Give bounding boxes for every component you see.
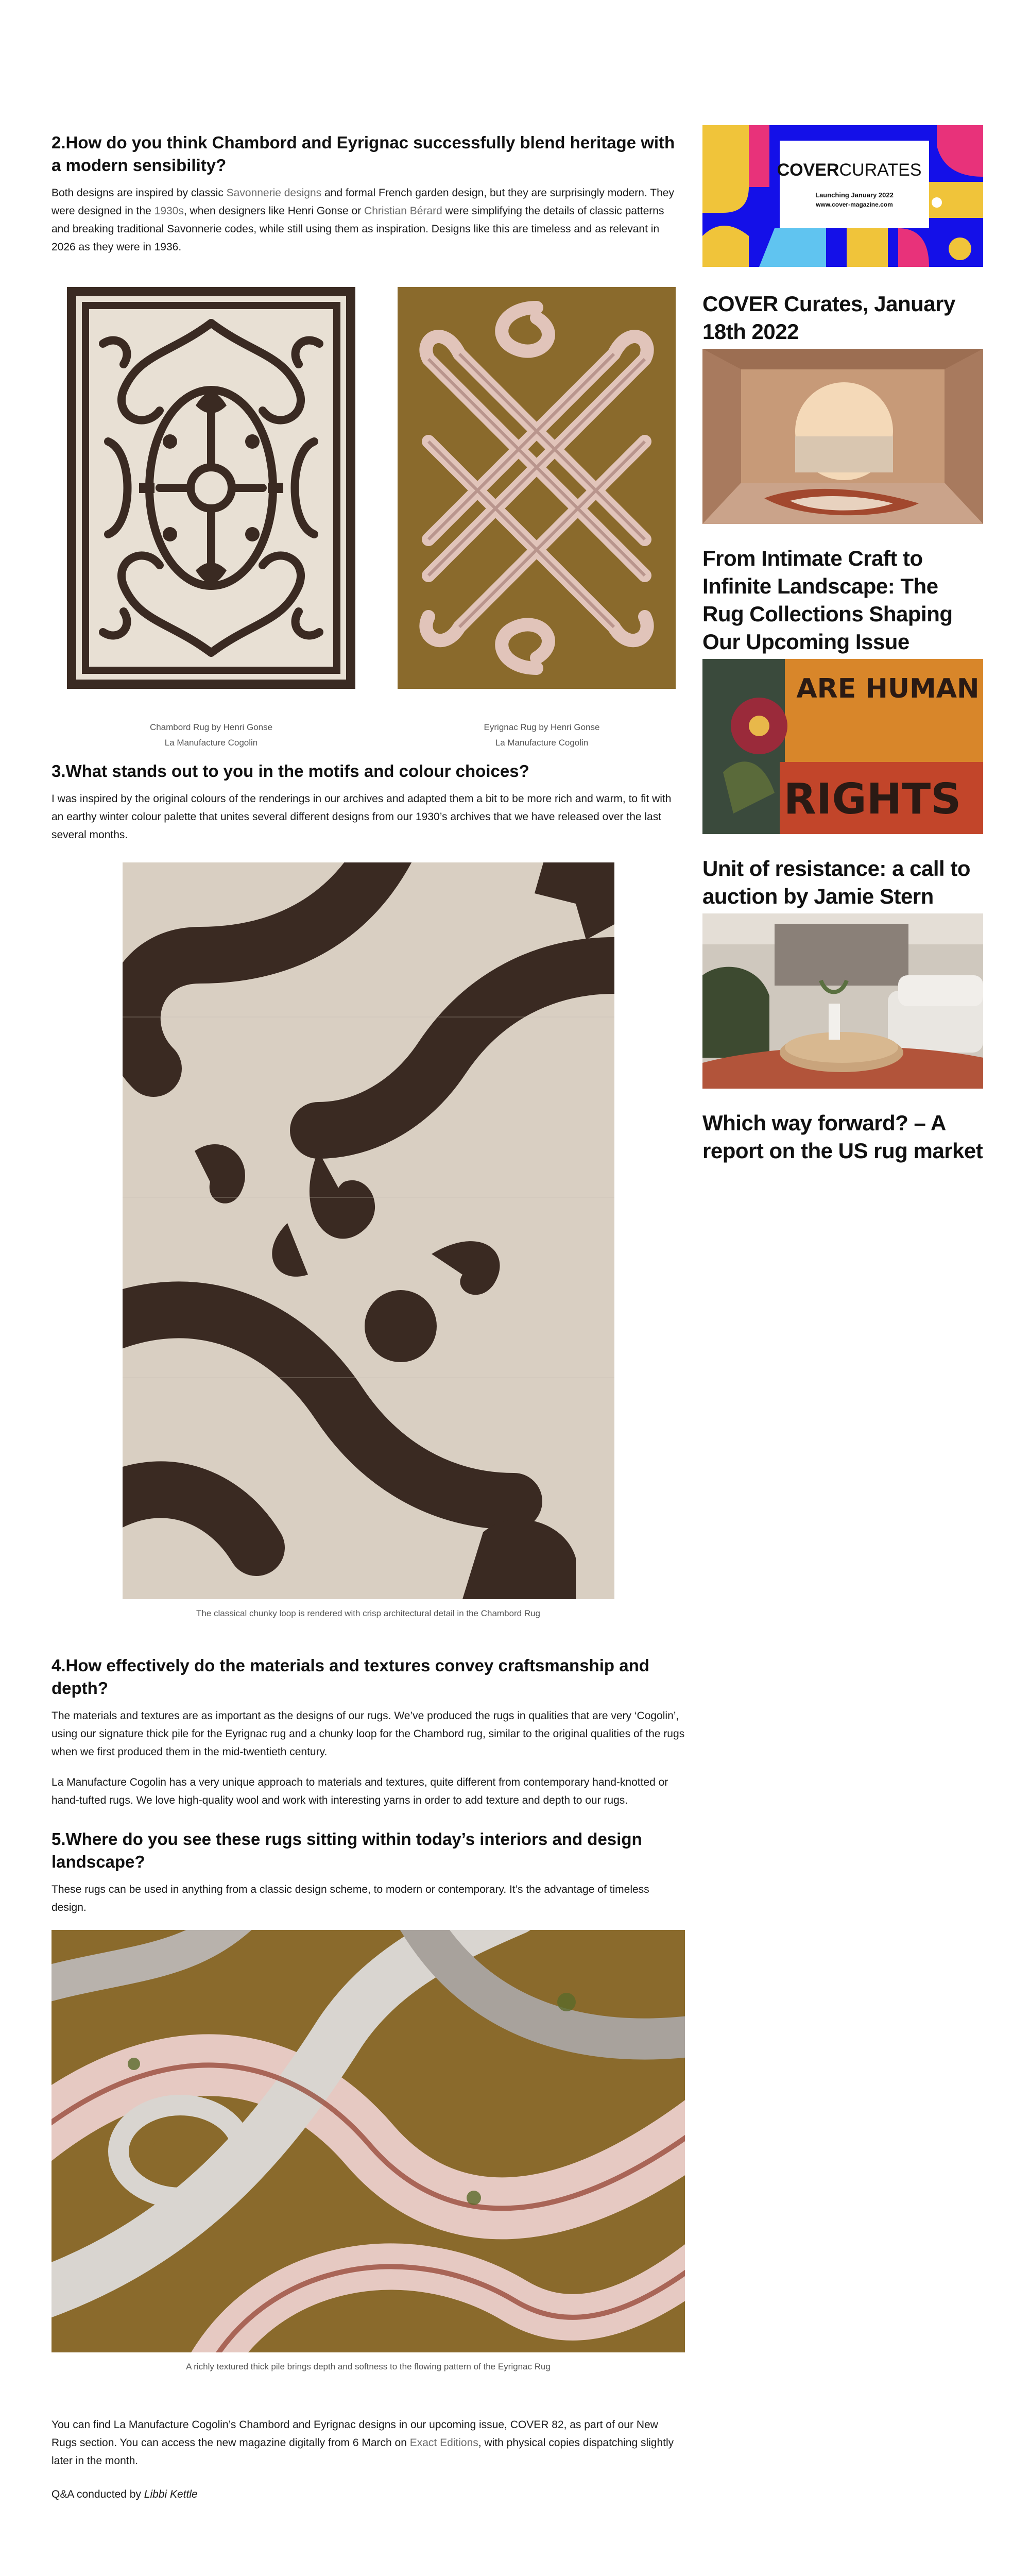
caption-line: Chambord Rug by Henri Gonse xyxy=(149,722,273,732)
cover-curates-banner[interactable] xyxy=(702,125,983,269)
question-heading-2: 2.How do you think Chambord and Eyrignac successfully blend heritage with a modern sensibility? xyxy=(52,133,675,175)
banner-line-1: Launching January 2022 xyxy=(815,191,894,199)
chambord-caption xyxy=(67,720,355,751)
text-span: and formal French garden design, but they are surprisingly modern. They were designed in the xyxy=(52,187,674,217)
section-q3 xyxy=(52,760,685,844)
chambord-detail-caption: The classical chunky loop is rendered with crisp architectural detail in the Chambord Rug xyxy=(196,1608,541,1618)
link-christian-berard[interactable]: Christian Bérard xyxy=(364,205,442,217)
answer-paragraph-4b: La Manufacture Cogolin has a very unique approach to materials and textures, quite different from contemporary hand-knotted or hand-tufted rugs. We love high-quality wool and work with interesting yarns in order to add texture and depth to our rugs. xyxy=(52,1776,668,1806)
text-span: were simplifying the details of classic patterns and breaking traditional Savonnerie codes, while still using them as inspiration. Designs like this are timeless and as relevant in 2026 as they were in 1936. xyxy=(52,205,664,253)
credit-prefix: Q&A conducted by xyxy=(52,2488,144,2500)
question-heading-5: 5.Where do you see these rugs sitting within today’s interiors and design landscape? xyxy=(52,1829,642,1871)
poster-line-2: RIGHTS xyxy=(783,775,962,824)
eyrignac-detail-image xyxy=(52,1930,685,2352)
eyrignac-caption xyxy=(398,720,686,751)
text-span: Both designs are inspired by classic xyxy=(52,187,227,199)
link-1930s[interactable]: 1930s xyxy=(154,205,184,217)
sidebar-card-1[interactable] xyxy=(702,290,983,524)
answer-paragraph-4a: The materials and textures are as important as the designs of our rugs. We’ve produced the rugs in qualities that are very ‘Cogolin’, using our signature thick pile for the Eyrignac rug and a chunky loop for the Chambord rug, similar to the original qualities of the rugs when we first produced them in the mid-twentieth century. xyxy=(52,1710,685,1758)
caption-line: La Manufacture Cogolin xyxy=(164,738,258,748)
sidebar-card-image xyxy=(702,659,983,834)
banner-line-2: www.cover-magazine.com xyxy=(816,201,893,208)
sidebar-card-4[interactable] xyxy=(702,1109,983,1165)
section-q2 xyxy=(52,131,685,256)
poster-line-1: ARE HUMAN xyxy=(796,673,980,704)
link-savonnerie[interactable]: Savonnerie designs xyxy=(226,187,322,199)
link-exact-editions[interactable]: Exact Editions xyxy=(409,2437,478,2449)
answer-paragraph-3: I was inspired by the original colours of the renderings in our archives and adapted them a bit to be more rich and warm, to fit with an earthy winter colour palette that unites several different designs from our 1930’s archives that we have released over the last several months. xyxy=(52,793,672,841)
caption-line: Eyrignac Rug by Henri Gonse xyxy=(484,722,600,732)
question-heading-3: 3.What stands out to you in the motifs and colour choices? xyxy=(52,761,529,781)
sidebar-card-title[interactable]: COVER Curates, January 18th 2022 xyxy=(702,292,955,344)
chambord-detail-figure xyxy=(123,862,614,1621)
sidebar-card-image xyxy=(702,349,983,524)
eyrignac-rug-figure xyxy=(398,287,686,751)
closing-section xyxy=(52,2416,685,2501)
text-span: , when designers like Henri Gonse or xyxy=(183,205,365,217)
answer-paragraph-5: These rugs can be used in anything from a classic design scheme, to modern or contemporary. It’s the advantage of timeless design. xyxy=(52,1884,649,1913)
chambord-rug-image xyxy=(67,287,355,689)
author-credit xyxy=(52,2488,685,2501)
text-span: You can find La Manufacture Cogolin’s Chambord and Eyrignac designs in our upcoming issue, COVER 82, as part of our New Rugs section. You can access the new magazine digitally from 6 March on xyxy=(52,2419,658,2449)
eyrignac-detail-caption: A richly textured thick pile brings depth and softness to the flowing pattern of the Eyrignac Rug xyxy=(186,2362,551,2371)
banner-brand: COVERCURATES xyxy=(777,160,922,180)
answer-paragraph-2 xyxy=(52,184,685,256)
sidebar-card-image xyxy=(702,913,983,1089)
banner-image xyxy=(702,125,983,267)
question-heading-4: 4.How effectively do the materials and textures convey craftsmanship and depth? xyxy=(52,1656,649,1698)
chambord-rug-figure xyxy=(67,287,355,751)
sidebar-card-title[interactable]: Which way forward? – A report on the US rug market xyxy=(702,1111,983,1163)
eyrignac-detail-figure xyxy=(52,1930,685,2375)
sidebar-card-2[interactable] xyxy=(702,545,983,834)
rug-pair xyxy=(52,287,685,756)
sidebar-card-title[interactable]: From Intimate Craft to Infinite Landscape: The Rug Collections Shaping Our Upcoming Issue xyxy=(702,546,953,654)
chambord-detail-image xyxy=(123,862,614,1599)
caption-line: La Manufacture Cogolin xyxy=(495,738,589,748)
eyrignac-rug-image xyxy=(398,287,676,689)
sidebar-card-title[interactable]: Unit of resistance: a call to auction by Jamie Stern xyxy=(702,856,970,908)
section-q5 xyxy=(52,1828,685,1917)
sidebar xyxy=(702,125,983,1185)
closing-paragraph xyxy=(52,2416,685,2470)
credit-name: Libbi Kettle xyxy=(144,2488,198,2500)
section-q4 xyxy=(52,1654,685,1809)
sidebar-card-3[interactable] xyxy=(702,855,983,1089)
text-span: , with physical copies dispatching slightly later in the month. xyxy=(52,2437,674,2467)
article-main xyxy=(52,131,685,2501)
